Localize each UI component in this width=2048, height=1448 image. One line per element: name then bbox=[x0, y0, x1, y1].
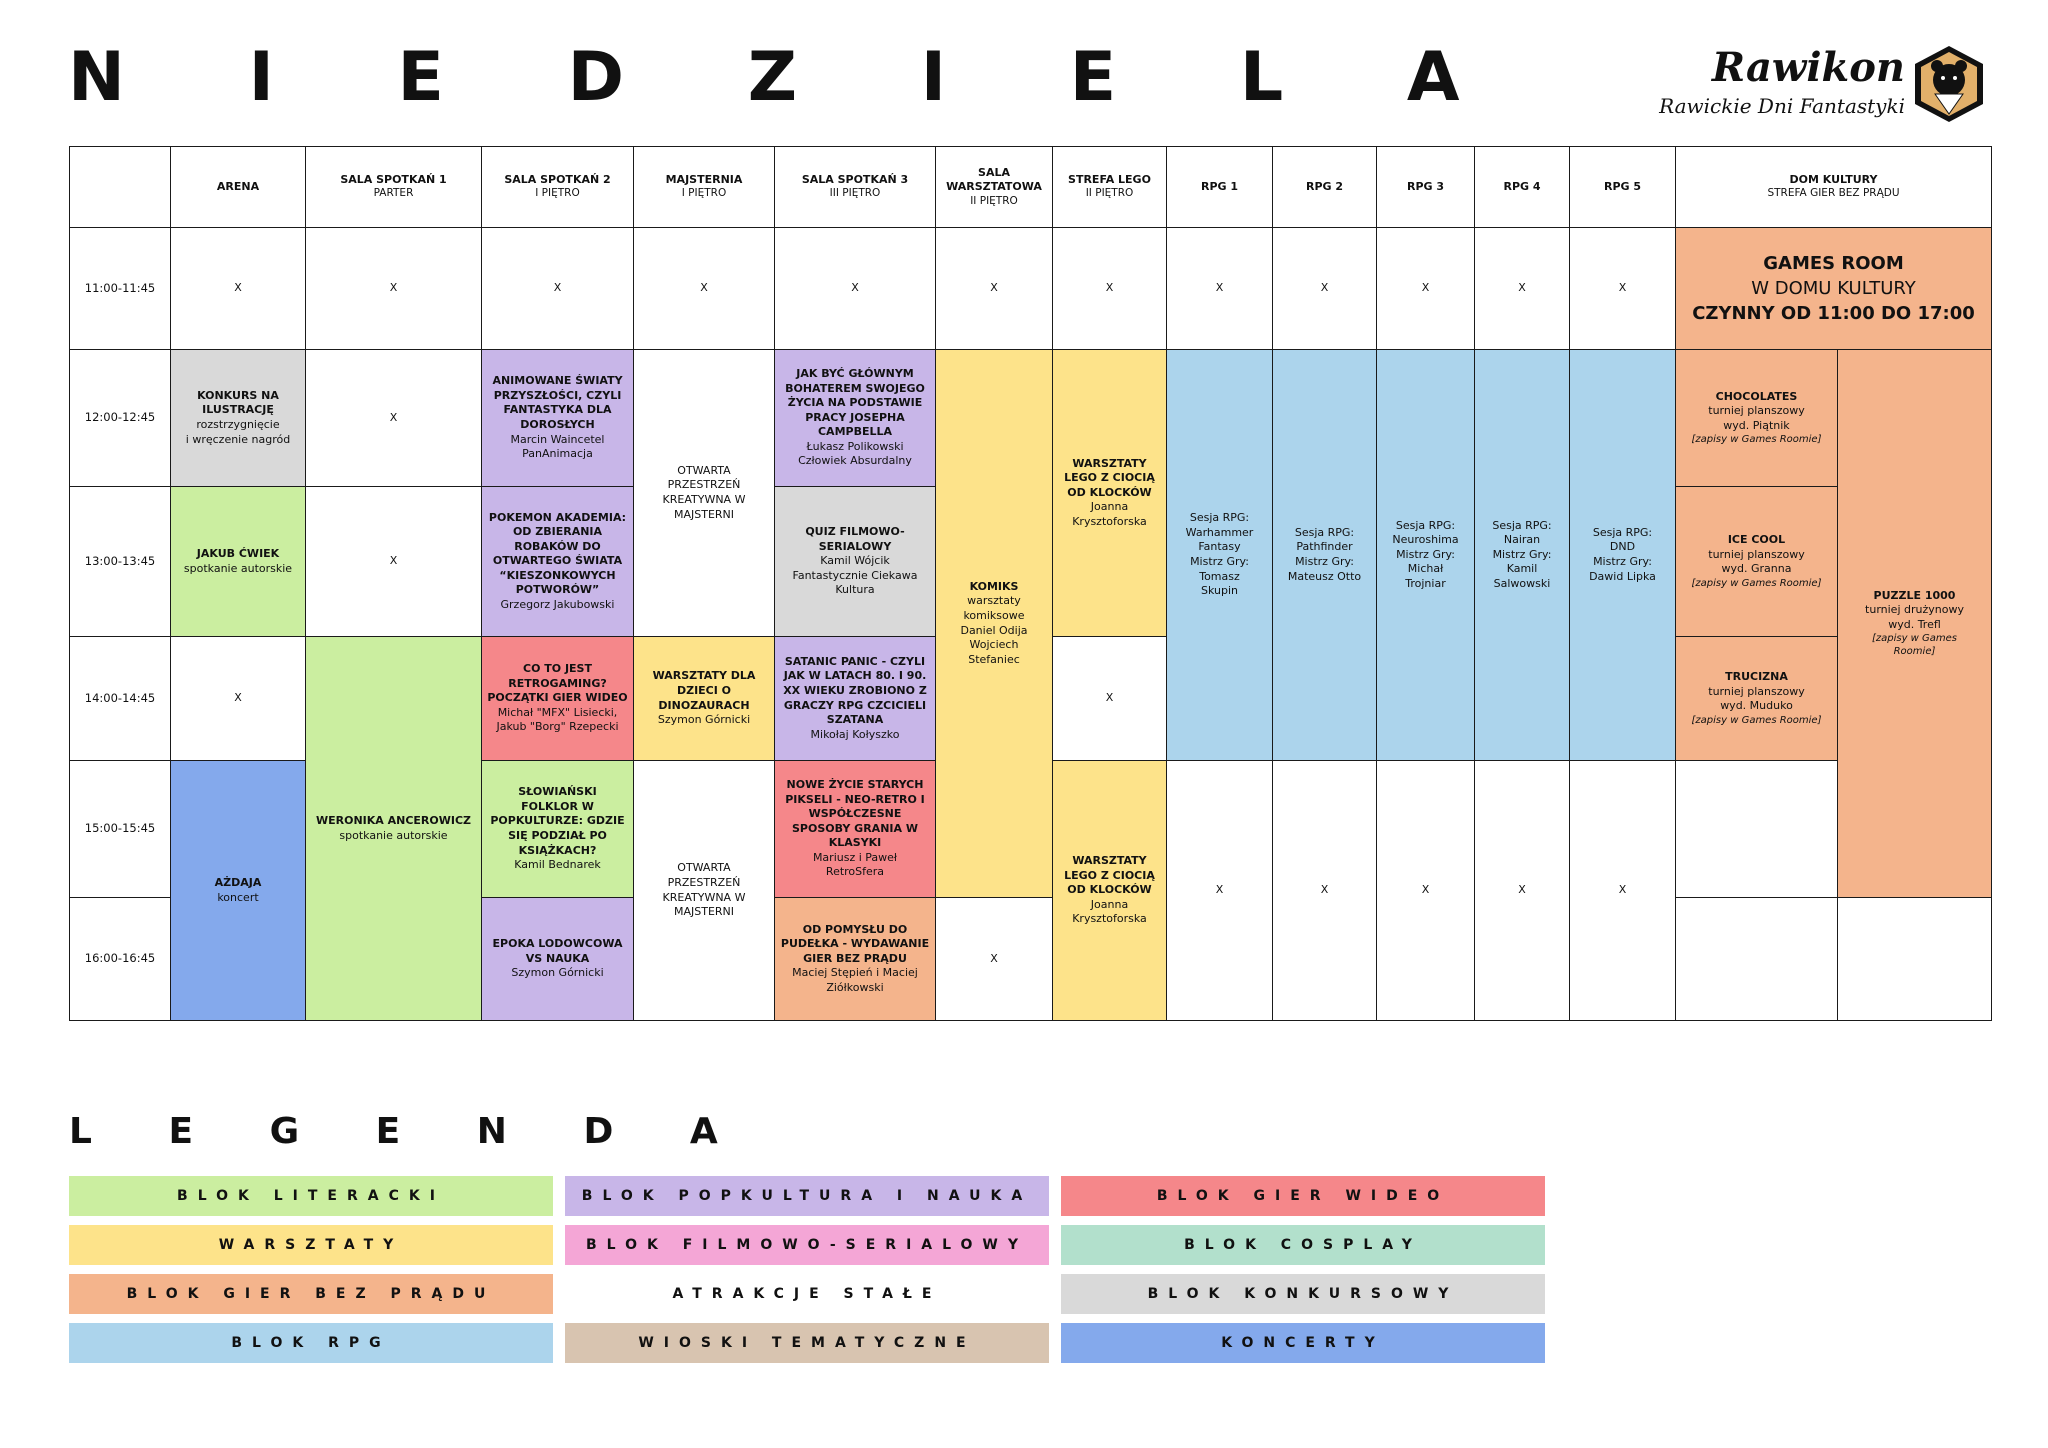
event-line: JAKUB ĆWIEK bbox=[196, 546, 280, 560]
event-cell bbox=[633, 636, 775, 761]
event-line: Sesja RPG: bbox=[1592, 525, 1653, 539]
event-line: Człowiek Absurdalny bbox=[798, 454, 912, 468]
event-line: WARSZTATY DLA bbox=[652, 669, 756, 683]
time-label: 11:00-11:45 bbox=[84, 280, 156, 295]
legend-item: BLOK COSPLAY bbox=[1061, 1225, 1545, 1265]
event-line: RetroSfera bbox=[825, 865, 885, 879]
event-line: X bbox=[1421, 883, 1430, 897]
event-cell bbox=[1376, 760, 1475, 1021]
event-line: Joanna bbox=[1090, 500, 1129, 514]
event-line: Stefaniec bbox=[968, 652, 1020, 666]
event-line: VS NAUKA bbox=[525, 951, 590, 965]
event-line: Fantasy bbox=[1198, 540, 1241, 554]
bear-emblem-icon bbox=[1913, 44, 1985, 124]
event-line: Wojciech bbox=[969, 638, 1019, 652]
column-subtitle: STREFA GIER BEZ PRĄDU bbox=[1767, 187, 1900, 200]
event-line: Michał "MFX" Lisiecki, bbox=[497, 705, 618, 719]
event-line: X bbox=[389, 554, 398, 568]
event-cell bbox=[633, 349, 775, 637]
event-line: GRACZY RPG CZCICIELI bbox=[783, 698, 927, 712]
event-cell bbox=[774, 486, 936, 637]
event-cell bbox=[1052, 760, 1167, 1021]
event-line: Kamil bbox=[1506, 562, 1538, 576]
event-line: MAJSTERNI bbox=[673, 905, 735, 919]
column-title: RPG 3 bbox=[1406, 179, 1445, 193]
event-line: OTWARTEGO ŚWIATA bbox=[492, 554, 623, 568]
event-cell bbox=[935, 227, 1053, 350]
event-line: QUIZ FILMOWO- bbox=[805, 525, 905, 539]
event-line: Dawid Lipka bbox=[1589, 569, 1656, 583]
event-line: PRZESTRZEŃ bbox=[667, 478, 741, 492]
event-line: LEGO Z CIOCIĄ bbox=[1064, 868, 1155, 882]
event-line: X bbox=[990, 281, 998, 295]
event-cell bbox=[1052, 349, 1167, 637]
event-line: Sesja RPG: bbox=[1189, 511, 1250, 525]
event-line: Fantastycznie Ciekawa bbox=[792, 568, 918, 582]
event-cell bbox=[305, 349, 482, 487]
event-line: ANIMOWANE ŚWIATY bbox=[492, 374, 623, 388]
time-slot bbox=[69, 760, 171, 898]
event-line: [zapisy w Games Roomie] bbox=[1691, 434, 1822, 446]
legend-item: BLOK RPG bbox=[69, 1323, 553, 1363]
event-line: X bbox=[234, 281, 242, 295]
event-cell bbox=[1675, 760, 1838, 898]
event-cell bbox=[1474, 760, 1570, 1021]
event-line: Krysztoforska bbox=[1072, 514, 1147, 528]
event-line: PIKSELI - NEO-RETRO I bbox=[785, 792, 925, 806]
event-line: POCZĄTKI GIER WIDEO bbox=[487, 691, 628, 705]
event-line: EPOKA LODOWCOWA bbox=[492, 937, 623, 951]
event-line: Pathfinder bbox=[1296, 540, 1353, 554]
event-line: Roomie] bbox=[1893, 646, 1936, 658]
column-subtitle: PARTER bbox=[373, 187, 414, 200]
event-line: [zapisy w Games Roomie] bbox=[1691, 714, 1822, 726]
event-cell bbox=[1675, 486, 1838, 637]
event-cell bbox=[481, 227, 634, 350]
event-line: warsztaty bbox=[967, 594, 1021, 608]
event-cell bbox=[170, 349, 306, 487]
event-line: “KIESZONKOWYCH bbox=[499, 568, 616, 582]
event-line: OD ZBIERANIA bbox=[512, 525, 603, 539]
event-line: ILUSTRACJĘ bbox=[202, 403, 274, 417]
event-line: XX WIEKU ZROBIONO Z bbox=[783, 683, 927, 697]
event-line: X bbox=[1518, 281, 1526, 295]
event-cell bbox=[170, 486, 306, 637]
event-line: X bbox=[1320, 281, 1329, 295]
event-cell bbox=[1474, 227, 1570, 350]
time-label: 15:00-15:45 bbox=[84, 821, 156, 836]
event-line: DZIECI O bbox=[676, 683, 732, 697]
page-title: N I E D Z I E L A bbox=[68, 38, 1510, 117]
event-line: RETROGAMING? bbox=[508, 676, 607, 690]
event-cell bbox=[1272, 760, 1377, 1021]
event-line: X bbox=[990, 951, 998, 965]
time-slot bbox=[69, 636, 171, 761]
event-line: PUZZLE 1000 bbox=[1873, 588, 1956, 602]
event-line: X bbox=[234, 691, 242, 705]
event-line: SPOSOBY GRANIA W bbox=[792, 821, 918, 835]
legend-title: L E G E N D A bbox=[69, 1111, 750, 1152]
time-slot bbox=[69, 227, 171, 350]
event-line: SERIALOWY bbox=[818, 539, 892, 553]
event-cell bbox=[935, 349, 1053, 898]
event-cell bbox=[481, 486, 634, 637]
event-cell bbox=[1675, 227, 1992, 350]
column-title: DOM KULTURY bbox=[1789, 172, 1878, 186]
column-title: RPG 1 bbox=[1200, 179, 1239, 193]
time-label: 16:00-16:45 bbox=[84, 951, 156, 966]
event-line: W DOMU KULTURY bbox=[1751, 277, 1916, 299]
event-line: KREATYWNA W bbox=[662, 493, 746, 506]
event-cell bbox=[1569, 760, 1676, 1021]
event-cell bbox=[481, 760, 634, 898]
event-line: CAMPBELLA bbox=[817, 425, 893, 439]
column-subtitle: II PIĘTRO bbox=[1085, 187, 1134, 200]
event-line: Szymon Górnicki bbox=[511, 966, 604, 980]
column-header bbox=[935, 146, 1053, 228]
column-header bbox=[774, 146, 936, 228]
event-line: AŻDAJA bbox=[214, 875, 262, 889]
logo-name: Rawikon bbox=[1711, 44, 1905, 91]
column-subtitle: III PIĘTRO bbox=[829, 187, 881, 200]
event-cell bbox=[481, 636, 634, 761]
event-line: turniej planszowy bbox=[1708, 404, 1805, 418]
event-line: X bbox=[1105, 281, 1114, 295]
event-line: Sesja RPG: bbox=[1492, 518, 1552, 532]
event-line: PRZYSZŁOŚCI, CZYLI bbox=[493, 388, 622, 402]
event-cell bbox=[170, 636, 306, 761]
event-cell bbox=[305, 227, 482, 350]
time-label: 14:00-14:45 bbox=[84, 690, 156, 705]
event-line: turniej planszowy bbox=[1708, 547, 1805, 561]
event-cell bbox=[170, 227, 306, 350]
event-line: X bbox=[1518, 883, 1526, 897]
event-line: Szymon Górnicki bbox=[657, 713, 751, 727]
event-line: koncert bbox=[217, 890, 259, 904]
event-line: wyd. Trefl bbox=[1888, 617, 1941, 631]
legend-item: BLOK GIER BEZ PRĄDU bbox=[69, 1274, 553, 1314]
event-cell bbox=[1376, 227, 1475, 350]
event-line: spotkanie autorskie bbox=[183, 561, 293, 575]
event-line: BOHATEREM SWOJEGO bbox=[785, 381, 925, 395]
column-title: SALA SPOTKAŃ 3 bbox=[801, 172, 909, 186]
event-cell bbox=[1166, 227, 1273, 350]
event-line: Neuroshima bbox=[1392, 533, 1459, 547]
event-line: POPKULTURZE: GDZIE bbox=[490, 814, 625, 828]
event-line: KREATYWNA W bbox=[662, 890, 746, 904]
column-subtitle: II PIĘTRO bbox=[970, 194, 1018, 207]
column-header bbox=[1569, 146, 1676, 228]
event-line: Mistrz Gry: bbox=[1593, 555, 1652, 568]
event-cell bbox=[774, 227, 936, 350]
event-cell bbox=[633, 760, 775, 1021]
event-line: Mikołaj Kołyszko bbox=[810, 727, 900, 741]
event-line: Mariusz i Paweł bbox=[812, 850, 898, 864]
event-line: X bbox=[1105, 691, 1114, 705]
event-line: Sesja RPG: bbox=[1294, 525, 1355, 539]
event-line: WARSZTATY bbox=[1072, 456, 1147, 470]
event-cell bbox=[774, 897, 936, 1021]
event-line: Salwowski bbox=[1493, 576, 1551, 590]
event-line: wyd. Piątnik bbox=[1723, 418, 1790, 432]
column-title: STREFA LEGO bbox=[1068, 172, 1151, 186]
column-header bbox=[1166, 146, 1273, 228]
rawikon-logo bbox=[1645, 44, 1985, 134]
event-line: X bbox=[389, 281, 398, 295]
event-line: wyd. Granna bbox=[1721, 562, 1792, 576]
event-line: ICE COOL bbox=[1727, 533, 1786, 547]
legend-item: WARSZTATY bbox=[69, 1225, 553, 1265]
column-header bbox=[1376, 146, 1475, 228]
event-line: i wręczenie nagród bbox=[185, 432, 291, 446]
event-line: SATANIC PANIC - CZYLI bbox=[784, 654, 926, 668]
legend-item: WIOSKI TEMATYCZNE bbox=[565, 1323, 1049, 1363]
event-line: wyd. Muduko bbox=[1720, 699, 1793, 713]
event-line: rozstrzygnięcie bbox=[196, 418, 280, 431]
event-line: Marcin Waincetel bbox=[510, 432, 605, 446]
legend-item: BLOK LITERACKI bbox=[69, 1176, 553, 1216]
event-line: KSIĄŻKACH? bbox=[518, 843, 597, 857]
legend-item: BLOK GIER WIDEO bbox=[1061, 1176, 1545, 1216]
event-line: TRUCIZNA bbox=[1725, 670, 1788, 684]
column-header bbox=[481, 146, 634, 228]
event-line: X bbox=[553, 281, 562, 295]
event-line: Mistrz Gry: bbox=[1396, 547, 1455, 561]
logo-tagline: Rawickie Dni Fantastyki bbox=[1659, 94, 1905, 118]
event-line: [zapisy w Games Roomie] bbox=[1691, 577, 1822, 589]
event-cell bbox=[1052, 227, 1167, 350]
time-slot bbox=[69, 349, 171, 487]
event-line: Trojniar bbox=[1405, 576, 1446, 590]
event-line: Kamil Wójcik bbox=[820, 554, 890, 568]
event-line: X bbox=[389, 410, 398, 424]
event-line: SZATANA bbox=[826, 713, 884, 727]
column-subtitle: I PIĘTRO bbox=[535, 187, 580, 200]
event-line: Kultura bbox=[835, 583, 875, 597]
event-cell bbox=[1837, 897, 1992, 1021]
event-line: X bbox=[1421, 281, 1430, 295]
event-line: WERONIKA ANCEROWICZ bbox=[315, 813, 472, 827]
event-line: Ziółkowski bbox=[826, 980, 884, 994]
event-cell bbox=[1166, 349, 1273, 761]
legend-item: BLOK KONKURSOWY bbox=[1061, 1274, 1545, 1314]
event-cell bbox=[1569, 349, 1676, 761]
event-cell bbox=[1837, 349, 1992, 898]
column-title: RPG 4 bbox=[1503, 179, 1541, 193]
event-line: PanAnimacja bbox=[522, 447, 593, 461]
event-line: OTWARTA bbox=[677, 463, 731, 477]
event-line: Skupin bbox=[1201, 584, 1238, 598]
event-line: Michał bbox=[1407, 562, 1444, 576]
column-header bbox=[170, 146, 306, 228]
event-line: NOWE ŻYCIE STARYCH bbox=[786, 778, 924, 792]
event-cell bbox=[481, 349, 634, 487]
event-line: Kamil Bednarek bbox=[514, 858, 601, 872]
event-line: Grzegorz Jakubowski bbox=[500, 597, 615, 611]
event-line: X bbox=[1320, 883, 1329, 897]
event-line: spotkanie autorskie bbox=[339, 828, 448, 842]
column-title: RPG 2 bbox=[1305, 179, 1344, 193]
event-line: komiksowe bbox=[963, 608, 1025, 622]
event-line: CHOCOLATES bbox=[1715, 389, 1798, 403]
event-cell bbox=[481, 897, 634, 1021]
event-line: ROBAKÓW DO bbox=[514, 539, 601, 553]
event-line: turniej planszowy bbox=[1708, 684, 1805, 698]
event-line: ŻYCIA NA PODSTAWIE bbox=[787, 396, 923, 410]
event-line: DINOZAURACH bbox=[658, 698, 750, 712]
column-header bbox=[1675, 146, 1992, 228]
column-header bbox=[305, 146, 482, 228]
event-cell bbox=[774, 760, 936, 898]
event-line: X bbox=[700, 281, 708, 295]
column-title: SALA SPOTKAŃ 1 bbox=[340, 172, 447, 186]
event-line: DOROSŁYCH bbox=[520, 418, 595, 431]
event-cell bbox=[1675, 349, 1838, 487]
event-line: MAJSTERNI bbox=[673, 507, 735, 521]
time-slot bbox=[69, 897, 171, 1021]
event-cell bbox=[1675, 636, 1838, 761]
event-line: WARSZTATY bbox=[1072, 854, 1147, 868]
column-header bbox=[1474, 146, 1570, 228]
time-label: 13:00-13:45 bbox=[84, 553, 156, 568]
legend-item: ATRAKCJE STAŁE bbox=[565, 1274, 1049, 1314]
event-line: Jakub "Borg" Rzepecki bbox=[496, 720, 619, 734]
event-line: Sesja RPG: bbox=[1395, 518, 1456, 532]
event-cell bbox=[633, 227, 775, 350]
event-line: LEGO Z CIOCIĄ bbox=[1064, 471, 1155, 485]
event-cell bbox=[1474, 349, 1570, 761]
event-line: Warhammer bbox=[1185, 525, 1254, 539]
event-line: FOLKLOR W bbox=[521, 799, 594, 813]
event-line: OD KLOCKÓW bbox=[1067, 883, 1152, 897]
event-line: Joanna bbox=[1090, 897, 1129, 911]
event-cell bbox=[935, 897, 1053, 1021]
event-cell bbox=[170, 760, 306, 1021]
event-line: JAK W LATACH 80. I 90. bbox=[783, 669, 927, 683]
event-line: GAMES ROOM bbox=[1763, 252, 1904, 274]
event-line: Tomasz bbox=[1199, 569, 1240, 583]
schedule-table bbox=[69, 146, 1991, 1020]
event-line: X bbox=[1215, 883, 1224, 897]
event-line: GIER BEZ PRĄDU bbox=[803, 951, 907, 965]
event-line: Nairan bbox=[1503, 533, 1541, 547]
event-line: Mistrz Gry: bbox=[1190, 555, 1249, 568]
event-cell bbox=[1272, 227, 1377, 350]
event-line: KOMIKS bbox=[969, 579, 1019, 593]
event-line: DND bbox=[1609, 540, 1636, 554]
column-header bbox=[633, 146, 775, 228]
event-line: Daniel Odija bbox=[960, 623, 1028, 637]
event-line: PUDEŁKA - WYDAWANIE bbox=[780, 937, 930, 951]
event-line: CO TO JEST bbox=[523, 662, 592, 676]
legend-item: BLOK POPKULTURA I NAUKA bbox=[565, 1176, 1049, 1216]
event-line: FANTASTYKA DLA bbox=[503, 403, 612, 417]
column-title: MAJSTERNIA bbox=[665, 172, 743, 186]
column-title: ARENA bbox=[216, 179, 260, 193]
time-slot bbox=[69, 486, 171, 637]
event-cell bbox=[1675, 897, 1838, 1021]
column-header bbox=[69, 146, 171, 228]
event-line: KLASYKI bbox=[828, 836, 882, 850]
event-line: Krysztoforska bbox=[1072, 912, 1147, 926]
event-line: PRZESTRZEŃ bbox=[667, 875, 741, 889]
event-cell bbox=[1052, 636, 1167, 761]
event-line: KONKURS NA bbox=[197, 388, 279, 402]
event-line: SIĘ PODZIAŁ PO bbox=[508, 829, 607, 842]
time-label: 12:00-12:45 bbox=[84, 410, 156, 425]
event-line: PRACY JOSEPHA bbox=[805, 410, 905, 424]
column-subtitle: I PIĘTRO bbox=[681, 187, 727, 200]
column-header bbox=[1052, 146, 1167, 228]
event-line: turniej drużynowy bbox=[1865, 603, 1964, 617]
event-line: OTWARTA bbox=[677, 861, 731, 875]
event-line: X bbox=[1618, 281, 1627, 295]
event-line: SŁOWIAŃSKI bbox=[518, 785, 597, 799]
event-line: [zapisy w Games bbox=[1871, 633, 1958, 645]
column-header bbox=[1272, 146, 1377, 228]
event-cell bbox=[774, 636, 936, 761]
event-line: X bbox=[1618, 883, 1627, 897]
event-line: POTWORÓW” bbox=[515, 583, 600, 597]
event-line: CZYNNY OD 11:00 DO 17:00 bbox=[1692, 303, 1975, 325]
event-cell bbox=[774, 349, 936, 487]
event-cell bbox=[1569, 227, 1676, 350]
event-cell bbox=[305, 636, 482, 1021]
event-line: OD KLOCKÓW bbox=[1067, 485, 1152, 499]
legend-item: KONCERTY bbox=[1061, 1323, 1545, 1363]
event-line: Maciej Stępień i Maciej bbox=[792, 966, 918, 980]
event-cell bbox=[1272, 349, 1377, 761]
event-line: OD POMYSŁU DO bbox=[802, 922, 908, 936]
event-cell bbox=[305, 486, 482, 637]
event-line: X bbox=[1215, 281, 1224, 295]
event-cell bbox=[1376, 349, 1475, 761]
event-line: Łukasz Polikowski bbox=[806, 439, 904, 453]
column-title: SALA WARSZTATOWA bbox=[946, 165, 1042, 194]
event-line: WSPÓŁCZESNE bbox=[808, 807, 902, 821]
legend-item: BLOK FILMOWO-SERIALOWY bbox=[565, 1225, 1049, 1265]
event-line: JAK BYĆ GŁÓWNYM bbox=[796, 367, 914, 381]
column-title: SALA SPOTKAŃ 2 bbox=[504, 172, 611, 186]
event-line: X bbox=[851, 281, 859, 295]
event-line: Mistrz Gry: bbox=[1492, 547, 1552, 561]
event-line: POKEMON AKADEMIA: bbox=[488, 510, 627, 524]
event-line: Mistrz Gry: bbox=[1295, 555, 1354, 568]
event-line: Mateusz Otto bbox=[1287, 569, 1362, 583]
event-cell bbox=[1166, 760, 1273, 1021]
column-title: RPG 5 bbox=[1603, 179, 1642, 193]
